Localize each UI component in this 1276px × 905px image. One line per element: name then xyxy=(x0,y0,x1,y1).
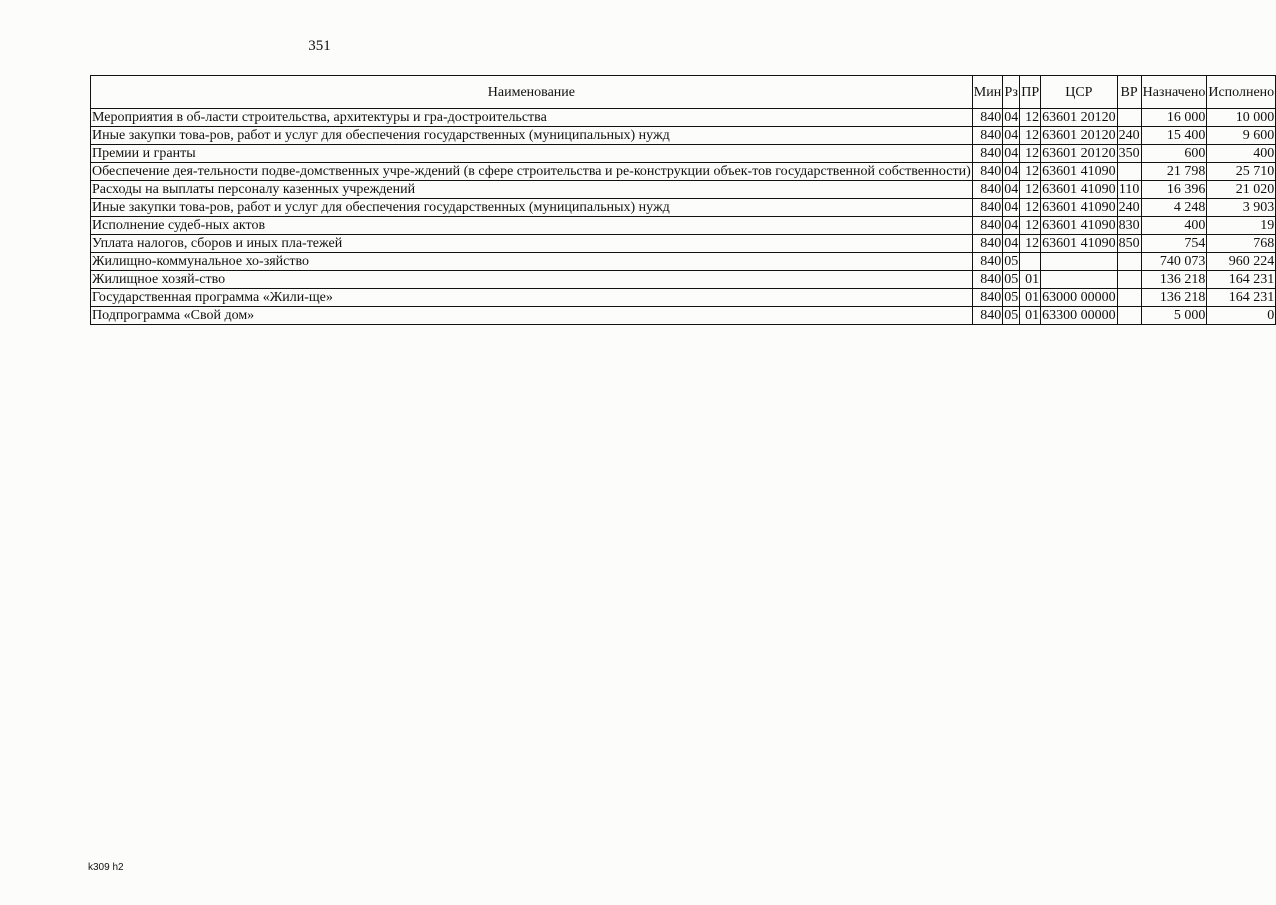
cell-csr: 63000 00000 xyxy=(1042,290,1116,305)
cell-vr xyxy=(1117,307,1141,325)
cell-assigned: 136 218 xyxy=(1141,289,1207,307)
cell-rz: 05 xyxy=(1004,272,1019,287)
cell-name: Иные закупки това-ров, работ и услуг для обеспечения государственных (муниципальных) нужд xyxy=(91,199,973,217)
cell-csr: 63601 41090 xyxy=(1042,200,1116,215)
cell-min: 840 xyxy=(972,307,1002,325)
cell-csr: 63601 41090 xyxy=(1042,218,1116,233)
col-header-name: Наименование xyxy=(91,76,973,109)
cell-min: 840 xyxy=(972,127,1002,145)
cell-pr: 12 xyxy=(1020,163,1041,181)
cell-rz: 04 xyxy=(1004,128,1019,143)
col-header-min: Мин xyxy=(972,76,1002,109)
cell-vr xyxy=(1117,253,1141,271)
cell-name: Иные закупки това-ров, работ и услуг для обеспечения государственных (муниципальных) нужд xyxy=(91,127,973,145)
cell-executed: 3 903 xyxy=(1207,199,1276,217)
cell-rz: 04 xyxy=(1004,164,1019,179)
cell-vr: 240 xyxy=(1118,200,1140,215)
cell-assigned: 15 400 xyxy=(1141,127,1207,145)
table-row xyxy=(91,289,1276,307)
cell-executed: 10 000 xyxy=(1207,109,1276,127)
cell-name: Подпрограмма «Свой дом» xyxy=(91,307,973,325)
cell-pr: 12 xyxy=(1020,235,1041,253)
cell-min: 840 xyxy=(972,109,1002,127)
cell-vr xyxy=(1117,289,1141,307)
cell-pr: 01 xyxy=(1020,307,1041,325)
budget-table xyxy=(90,75,1276,325)
cell-rz: 04 xyxy=(1004,236,1019,251)
cell-vr: 850 xyxy=(1118,236,1140,251)
cell-name: Жилищно-коммунальное хо-зяйство xyxy=(91,253,973,271)
cell-rz: 04 xyxy=(1004,146,1019,161)
cell-executed: 400 xyxy=(1207,145,1276,163)
cell-pr: 12 xyxy=(1020,217,1041,235)
cell-csr: 63601 41090 xyxy=(1042,164,1116,179)
cell-vr: 830 xyxy=(1118,218,1140,233)
cell-csr: 63601 20120 xyxy=(1042,128,1116,143)
col-header-vr: ВР xyxy=(1117,76,1141,109)
cell-csr: 63601 20120 xyxy=(1042,110,1116,125)
cell-pr: 12 xyxy=(1020,199,1041,217)
cell-name: Исполнение судеб-ных актов xyxy=(91,217,973,235)
cell-assigned: 21 798 xyxy=(1141,163,1207,181)
cell-min: 840 xyxy=(972,163,1002,181)
cell-executed: 25 710 xyxy=(1207,163,1276,181)
cell-vr xyxy=(1117,271,1141,289)
cell-rz: 05 xyxy=(1004,308,1019,323)
cell-name: Уплата налогов, сборов и иных пла-тежей xyxy=(91,235,973,253)
table-row xyxy=(91,127,1276,145)
cell-csr: 63300 00000 xyxy=(1042,308,1116,323)
cell-pr: 01 xyxy=(1020,289,1041,307)
cell-min: 840 xyxy=(972,181,1002,199)
cell-assigned: 16 000 xyxy=(1141,109,1207,127)
cell-pr: 12 xyxy=(1020,145,1041,163)
cell-min: 840 xyxy=(972,217,1002,235)
cell-executed: 21 020 xyxy=(1207,181,1276,199)
cell-rz: 04 xyxy=(1004,182,1019,197)
table-row xyxy=(91,217,1276,235)
cell-rz: 04 xyxy=(1004,218,1019,233)
cell-executed: 0 xyxy=(1207,307,1276,325)
table-row xyxy=(91,199,1276,217)
col-header-assigned: Назначено xyxy=(1141,76,1207,109)
cell-vr: 240 xyxy=(1118,128,1140,143)
cell-csr xyxy=(1041,271,1118,289)
cell-min: 840 xyxy=(972,289,1002,307)
cell-pr xyxy=(1020,253,1041,271)
cell-pr: 01 xyxy=(1020,271,1041,289)
table-row xyxy=(91,307,1276,325)
cell-vr: 110 xyxy=(1118,182,1140,197)
cell-min: 840 xyxy=(972,253,1002,271)
cell-executed: 768 xyxy=(1207,235,1276,253)
col-header-executed: Исполнено xyxy=(1207,76,1276,109)
col-header-csr: ЦСР xyxy=(1041,76,1118,109)
cell-name: Государственная программа «Жили-ще» xyxy=(91,289,973,307)
cell-assigned: 136 218 xyxy=(1141,271,1207,289)
cell-min: 840 xyxy=(972,145,1002,163)
page-number: 351 xyxy=(308,38,331,54)
table-header-row xyxy=(91,76,1276,109)
cell-assigned: 4 248 xyxy=(1141,199,1207,217)
cell-assigned: 754 xyxy=(1141,235,1207,253)
cell-csr: 63601 20120 xyxy=(1042,146,1116,161)
table-row xyxy=(91,271,1276,289)
cell-assigned: 16 396 xyxy=(1141,181,1207,199)
cell-vr: 350 xyxy=(1118,146,1140,161)
cell-assigned: 400 xyxy=(1141,217,1207,235)
table-row xyxy=(91,145,1276,163)
cell-vr xyxy=(1117,163,1141,181)
cell-executed: 9 600 xyxy=(1207,127,1276,145)
footer-code: k309 h2 xyxy=(88,862,124,873)
cell-rz: 05 xyxy=(1004,254,1019,269)
cell-rz: 05 xyxy=(1004,290,1019,305)
cell-min: 840 xyxy=(972,271,1002,289)
col-header-rz: Рз xyxy=(1003,76,1020,109)
cell-assigned: 5 000 xyxy=(1141,307,1207,325)
table-row xyxy=(91,109,1276,127)
cell-executed: 164 231 xyxy=(1207,271,1276,289)
cell-assigned: 740 073 xyxy=(1141,253,1207,271)
cell-csr xyxy=(1041,253,1118,271)
cell-rz: 04 xyxy=(1004,200,1019,215)
cell-rz: 04 xyxy=(1004,110,1019,125)
cell-name: Премии и гранты xyxy=(91,145,973,163)
cell-name: Мероприятия в об-ласти строительства, архитектуры и гра-достроительства xyxy=(91,109,973,127)
cell-executed: 960 224 xyxy=(1207,253,1276,271)
cell-name: Обеспечение дея-тельности подве-домственных учре-ждений (в сфере строительства и ре-конструкции объек-тов государственной собственности) xyxy=(92,164,971,179)
table-row xyxy=(91,163,1276,181)
cell-executed: 19 xyxy=(1207,217,1276,235)
table-row xyxy=(91,181,1276,199)
cell-pr: 12 xyxy=(1020,109,1041,127)
cell-csr: 63601 41090 xyxy=(1042,182,1116,197)
cell-min: 840 xyxy=(972,199,1002,217)
cell-pr: 12 xyxy=(1020,181,1041,199)
table-row xyxy=(91,235,1276,253)
cell-name: Расходы на выплаты персоналу казенных учреждений xyxy=(91,181,973,199)
cell-vr xyxy=(1117,109,1141,127)
col-header-pr: ПР xyxy=(1020,76,1041,109)
cell-pr: 12 xyxy=(1020,127,1041,145)
cell-min: 840 xyxy=(972,235,1002,253)
cell-csr: 63601 41090 xyxy=(1042,236,1116,251)
table-row xyxy=(91,253,1276,271)
cell-assigned: 600 xyxy=(1141,145,1207,163)
cell-name: Жилищное хозяй-ство xyxy=(91,271,973,289)
cell-executed: 164 231 xyxy=(1207,289,1276,307)
